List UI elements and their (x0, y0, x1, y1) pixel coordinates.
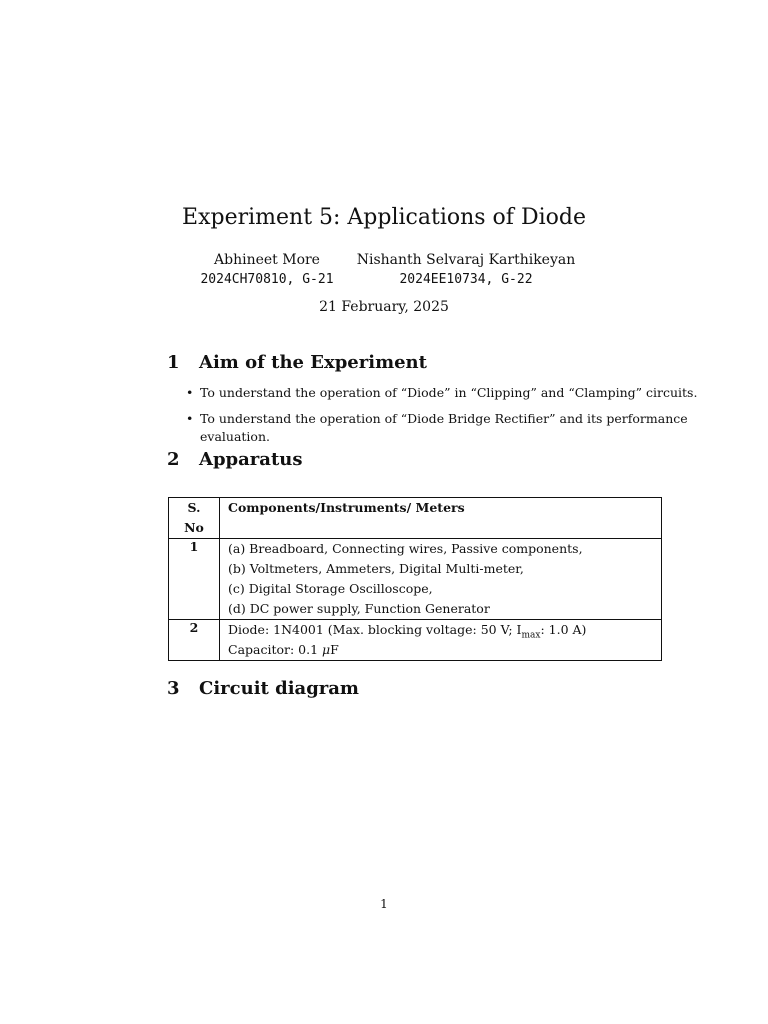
section-heading-apparatus (167, 449, 302, 470)
column-header-components: Components/Instruments/ Meters (220, 498, 662, 539)
section-title: Aim of the Experiment (199, 352, 427, 373)
diode-line (228, 620, 653, 640)
cell-components (220, 539, 662, 620)
diode-text-suffix: : 1.0 A) (540, 622, 587, 637)
table-row (169, 620, 662, 661)
section-title: Circuit diagram (199, 678, 359, 699)
mu-symbol: μ (322, 642, 331, 657)
table-header-row (169, 498, 662, 539)
cell-components (220, 620, 662, 661)
document-date: 21 February, 2025 (319, 299, 449, 315)
section-heading-circuit (167, 678, 359, 699)
capacitor-unit: F (330, 642, 339, 657)
author-id: 2024EE10734, G-22 (399, 272, 533, 287)
capacitor-text: Capacitor: 0.1 (228, 642, 323, 657)
page-number: 1 (380, 897, 388, 911)
table-row (169, 539, 662, 620)
section-title: Apparatus (199, 449, 303, 470)
document-title: Experiment 5: Applications of Diode (182, 205, 586, 230)
component-line: (d) DC power supply, Function Generator (228, 601, 490, 616)
author-name: Abhineet More (214, 252, 320, 268)
component-line: (b) Voltmeters, Ammeters, Digital Multi-meter, (228, 561, 524, 576)
section-number: 3 (167, 678, 180, 699)
author-block-2 (356, 250, 576, 290)
cell-sno: 1 (169, 539, 220, 620)
aim-bullet-list (186, 384, 746, 444)
list-item (186, 384, 746, 410)
cell-sno: 2 (169, 620, 220, 661)
bullet-text: To understand the operation of “Diode” in “Clipping” and “Clamping” circuits. (200, 385, 698, 400)
imax-subscript: max (521, 630, 541, 641)
author-name: Nishanth Selvaraj Karthikeyan (356, 252, 576, 268)
component-line: (a) Breadboard, Connecting wires, Passive components, (228, 541, 583, 556)
apparatus-table (168, 497, 662, 661)
list-item (186, 410, 746, 444)
section-number: 2 (167, 449, 180, 470)
component-line: (c) Digital Storage Oscilloscope, (228, 581, 433, 596)
bullet-icon: • (186, 411, 194, 426)
bullet-text: To understand the operation of “Diode Bridge Rectifier” and its performance evaluation. (200, 411, 688, 444)
diode-text: Diode: 1N4001 (Max. blocking voltage: 50 V; I (228, 622, 522, 637)
bullet-icon: • (186, 385, 194, 400)
section-number: 1 (167, 352, 180, 373)
column-header-sno: S. No (169, 498, 220, 539)
capacitor-line (228, 640, 653, 660)
author-id: 2024CH70810, G-21 (200, 272, 334, 287)
section-heading-aim (167, 352, 427, 373)
author-block-1 (157, 250, 377, 290)
